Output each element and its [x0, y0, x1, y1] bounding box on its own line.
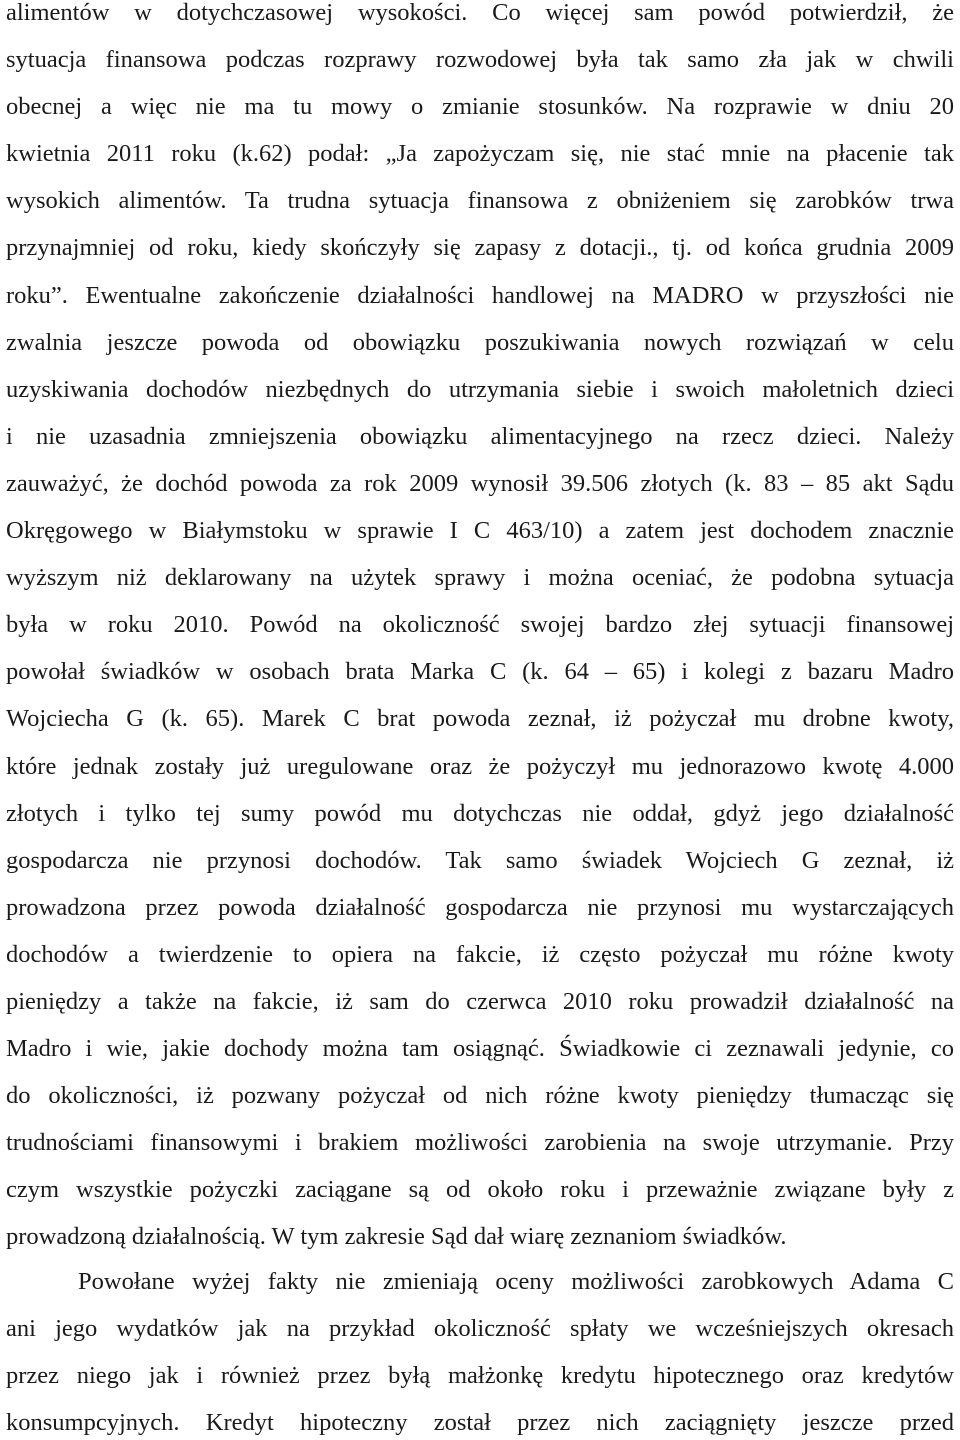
- text-line: wyższym niż deklarowany na użytek sprawy i można oceniać, że podobna sytuacja: [6, 564, 954, 592]
- text-line: zwalnia jeszcze powoda od obowiązku poszukiwania nowych rozwiązań w celu: [6, 328, 954, 356]
- text-line: pieniędzy a także na fakcie, iż sam do czerwca 2010 roku prowadził działalność na: [6, 987, 954, 1015]
- paragraph-1: [6, 0, 954, 1261]
- text-line: konsumpcyjnych. Kredyt hipoteczny został przez nich zaciągnięty jeszcze przed: [6, 1409, 954, 1437]
- text-line: kwietnia 2011 roku (k.62) podał: „Ja zapożyczam się, nie stać mnie na płacenie tak: [6, 140, 954, 168]
- text-line: gospodarcza nie przynosi dochodów. Tak samo świadek Wojciech G zeznał, iż: [6, 846, 954, 874]
- text-line: złotych i tylko tej sumy powód mu dotychczas nie oddał, gdyż jego działalność: [6, 799, 954, 827]
- text-line: roku”. Ewentualne zakończenie działalności handlowej na MADRO w przyszłości nie: [6, 281, 954, 309]
- text-line: dochodów a twierdzenie to opiera na fakcie, iż często pożyczał mu różne kwoty: [6, 940, 954, 968]
- text-line: które jednak zostały już uregulowane oraz że pożyczył mu jednorazowo kwotę 4.000: [6, 752, 954, 780]
- text-line: wysokich alimentów. Ta trudna sytuacja finansowa z obniżeniem się zarobków trwa: [6, 187, 954, 215]
- text-line: powołał świadków w osobach brata Marka C (k. 64 – 65) i kolegi z bazaru Madro: [6, 658, 954, 686]
- text-line: czym wszystkie pożyczki zaciągane są od około roku i przeważnie związane były z: [6, 1176, 954, 1204]
- text-line: obecnej a więc nie ma tu mowy o zmianie stosunków. Na rozprawie w dniu 20: [6, 93, 954, 121]
- paragraph-2: [6, 1258, 954, 1440]
- text-line: i nie uzasadnia zmniejszenia obowiązku alimentacyjnego na rzecz dzieci. Należy: [6, 422, 954, 450]
- text-line: alimentów w dotychczasowej wysokości. Co więcej sam powód potwierdził, że: [6, 0, 954, 26]
- text-line: trudnościami finansowymi i brakiem możliwości zarobienia na swoje utrzymanie. Przy: [6, 1129, 954, 1157]
- text-line: Madro i wie, jakie dochody można tam osiągnąć. Świadkowie ci zeznawali jedynie, co: [6, 1035, 954, 1063]
- text-line: sytuacja finansowa podczas rozprawy rozwodowej była tak samo zła jak w chwili: [6, 46, 954, 74]
- text-line: Wojciecha G (k. 65). Marek C brat powoda zeznał, iż pożyczał mu drobne kwoty,: [6, 705, 954, 733]
- text-line: zauważyć, że dochód powoda za rok 2009 wynosił 39.506 złotych (k. 83 – 85 akt Sądu: [6, 469, 954, 497]
- text-line: uzyskiwania dochodów niezbędnych do utrzymania siebie i swoich małoletnich dzieci: [6, 375, 954, 403]
- text-line: ani jego wydatków jak na przykład okoliczność spłaty we wcześniejszych okresach: [6, 1315, 954, 1343]
- text-line: Powołane wyżej fakty nie zmieniają oceny możliwości zarobkowych Adama C: [78, 1268, 954, 1295]
- text-line: przez niego jak i również przez byłą małżonkę kredytu hipotecznego oraz kredytów: [6, 1362, 954, 1390]
- text-line: prowadzona przez powoda działalność gospodarcza nie przynosi mu wystarczających: [6, 893, 954, 921]
- text-line: do okoliczności, iż pozwany pożyczał od nich różne kwoty pieniędzy tłumacząc się: [6, 1082, 954, 1110]
- text-line: Okręgowego w Białymstoku w sprawie I C 463/10) a zatem jest dochodem znacznie: [6, 517, 954, 545]
- text-line: była w roku 2010. Powód na okoliczność swojej bardzo złej sytuacji finansowej: [6, 611, 954, 639]
- text-line: przynajmniej od roku, kiedy skończyły się zapasy z dotacji., tj. od końca grudnia 2009: [6, 234, 954, 262]
- text-line: prowadzoną działalnością. W tym zakresie Sąd dał wiarę zeznaniom świadków.: [6, 1223, 787, 1251]
